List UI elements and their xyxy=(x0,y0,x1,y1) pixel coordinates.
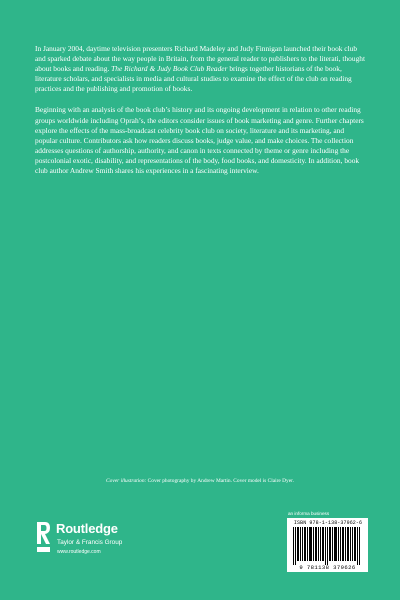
isbn-text: ISBN 978-1-138-37962-6 xyxy=(293,520,363,526)
credit-label: Cover illustration: xyxy=(106,478,147,484)
blurb-paragraph-1 xyxy=(35,44,367,94)
cover-credit xyxy=(0,478,400,485)
barcode-bars xyxy=(293,527,363,565)
publisher-block xyxy=(35,520,185,570)
back-cover-blurb xyxy=(35,44,367,187)
book-title-italic: The Richard & Judy Book Club Reader xyxy=(111,64,228,74)
blurb-p1-text: In January 2004, daytime television presenters Richard Madeley and Judy Finnigan launched their book club and sparked debate about the way people in Britain, from the general reader to publishers to the literati, thought about books and reading. xyxy=(35,44,366,74)
publisher-name: Routledge xyxy=(56,521,118,536)
routledge-logo-icon xyxy=(35,520,52,554)
publisher-group: Taylor & Francis Group xyxy=(57,539,123,546)
informa-business-label: an informa business xyxy=(288,511,330,516)
blurb-p1-text-cont: brings together historians of the book, literature scholars, and specialists in media and cultural studies to examine the effect of the club on reading practices and the publishing and promotion of books. xyxy=(35,64,352,94)
publisher-url: www.routledge.com xyxy=(57,549,101,555)
barcode-digits: 9 781138 379626 xyxy=(299,564,356,571)
credit-text: Cover photography by Andrew Martin. Cover model is Claire Dyer. xyxy=(146,478,294,484)
blurb-paragraph-2: Beginning with an analysis of the book club’s history and its ongoing development in relation to other reading groups worldwide including Oprah’s, the editors consider issues of book marketing and genre. Further chapters explore the effects of the mass-broadcast celebrity book club on society, literature and its marketing, and popular culture. Contributors ask how readers discuss books, judge value, and make choices. The collection addresses questions of authorship, authority, and canon in texts connected by theme or genre including the postcolonial exotic, disability, and representations of the body, food books, and domesticity. In addition, book club author Andrew Smith shares his experiences in a fascinating interview. xyxy=(35,105,364,176)
isbn-barcode xyxy=(287,518,368,572)
